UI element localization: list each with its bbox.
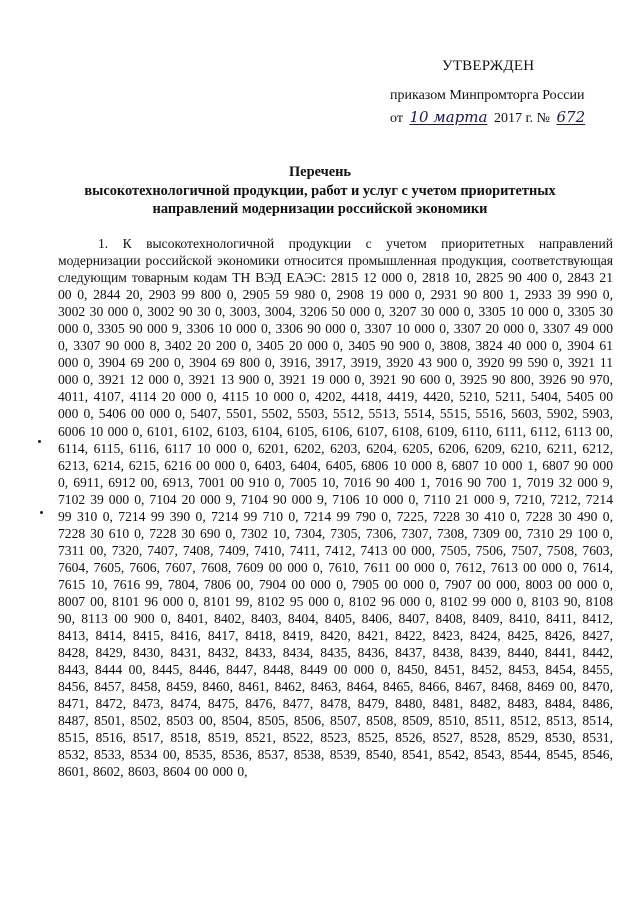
order-date-line [390, 108, 588, 127]
handwritten-order-number: 672 [556, 108, 586, 126]
year-text: 2017 г. № [493, 111, 550, 126]
document-title: Перечень [288, 164, 352, 180]
scan-speck [38, 440, 41, 443]
approval-stamp-title: УТВЕРЖДЕН [442, 58, 535, 74]
document-subtitle-line-2: направлений модернизации российской экономики [152, 201, 488, 217]
handwritten-date: 10 марта [409, 108, 488, 126]
document-subtitle-line-1: высокотехнологичной продукции, работ и услуг с учетом приоритетных [84, 183, 556, 199]
scan-speck [40, 511, 43, 514]
date-prefix: от [390, 111, 403, 126]
section-1-paragraph: 1. К высокотехнологичной продукции с учетом приоритетных направлений модернизации российской экономики относится промышленная продукция, соответствующая следующим товарным кодам ТН ВЭД ЕАЭС: 2815 12 000 0, 2818 10, 2825 90 400 0, 2843 21 00 0, 2844 20, 2903 99 800 0, 2905 59 980 0, 2908 19 000 0, 2931 90 800 1, 2933 39 990 0, 3002 30 000 0, 3002 90 30 0, 3003, 3004, 3206 50 000 0, 3207 30 000 0, 3305 10 000 0, 3305 30 000 0, 3305 90 000 9, 3306 10 000 0, 3306 90 000 0, 3307 10 000 0, 3307 20 000 0, 3307 49 000 0, 3307 90 000 8, 3402 20 200 0, 3405 20 000 0, 3405 90 900 0, 3808, 3824 40 000 0, 3904 61 000 0, 3904 69 200 0, 3904 69 800 0, 3916, 3917, 3919, 3920 43 900 0, 3920 99 590 0, 3921 11 000 0, 3921 12 000 0, 3921 13 900 0, 3921 19 000 0, 3921 90 600 0, 3925 90 800, 3926 90 970, 4011, 4107, 4114 20 000 0, 4115 10 000 0, 4202, 4418, 4419, 4420, 5210, 5211, 5404, 5405 00 000 0, 5406 00 000 0, 5407, 5501, 5502, 5503, 5512, 5513, 5514, 5515, 5516, 5603, 5902, 5903, 6006 10 000 0, 6101, 6102, 6103, 6104, 6105, 6106, 6107, 6108, 6109, 6110, 6111, 6112, 6113 00, 6114, 6115, 6116, 6117 10 000 0, 6201, 6202, 6203, 6204, 6205, 6206, 6209, 6210, 6211, 6212, 6213, 6214, 6215, 6216 00 000 0, 6403, 6404, 6405, 6806 10 000 8, 6807 10 000 1, 6807 90 000 0, 6911, 6912 00, 6913, 7001 00 910 0, 7005 10, 7016 90 400 1, 7016 90 700 1, 7019 32 000 9, 7102 39 000 0, 7104 20 000 9, 7104 90 000 9, 7106 10 000 0, 7110 21 000 9, 7210, 7212, 7214 99 310 0, 7214 99 390 0, 7214 99 710 0, 7214 99 790 0, 7225, 7228 30 410 0, 7228 30 490 0, 7228 30 610 0, 7228 30 690 0, 7302 10, 7304, 7305, 7306, 7307, 7308, 7309 00, 7310 29 100 0, 7311 00, 7320, 7407, 7408, 7409, 7410, 7411, 7412, 7413 00 000, 7505, 7506, 7507, 7508, 7603, 7604, 7605, 7606, 7607, 7608, 7609 00 000 0, 7610, 7611 00 000 0, 7612, 7613 00 000 0, 7614, 7615 10, 7616 99, 7804, 7806 00, 7904 00 000 0, 7905 00 000 0, 7907 00 000, 8003 00 000 0, 8007 00, 8101 96 000 0, 8101 99, 8102 95 000 0, 8102 96 000 0, 8102 99 000 0, 8103 90, 8108 90, 8113 00 900 0, 8401, 8402, 8403, 8404, 8405, 8406, 8407, 8408, 8409, 8410, 8411, 8412, 8413, 8414, 8415, 8416, 8417, 8418, 8419, 8420, 8421, 8422, 8423, 8424, 8425, 8426, 8427, 8428, 8429, 8430, 8431, 8432, 8433, 8434, 8435, 8436, 8437, 8438, 8439, 8440, 8441, 8442, 8443, 8444 00, 8445, 8446, 8447, 8448, 8449 00 000 0, 8450, 8451, 8452, 8453, 8454, 8455, 8456, 8457, 8458, 8459, 8460, 8461, 8462, 8463, 8464, 8465, 8466, 8467, 8468, 8469 00, 8470, 8471, 8472, 8473, 8474, 8475, 8476, 8477, 8478, 8479, 8480, 8481, 8482, 8483, 8484, 8486, 8487, 8501, 8502, 8503 00, 8504, 8505, 8506, 8507, 8508, 8509, 8510, 8511, 8512, 8513, 8514, 8515, 8516, 8517, 8518, 8519, 8521, 8522, 8523, 8525, 8526, 8527, 8528, 8529, 8530, 8531, 8532, 8533, 8534 00, 8535, 8536, 8537, 8538, 8539, 8540, 8541, 8542, 8543, 8544, 8545, 8546, 8601, 8602, 8603, 8604 00 000 0, [58, 236, 613, 780]
approving-authority: приказом Минпромторга России [390, 88, 585, 103]
